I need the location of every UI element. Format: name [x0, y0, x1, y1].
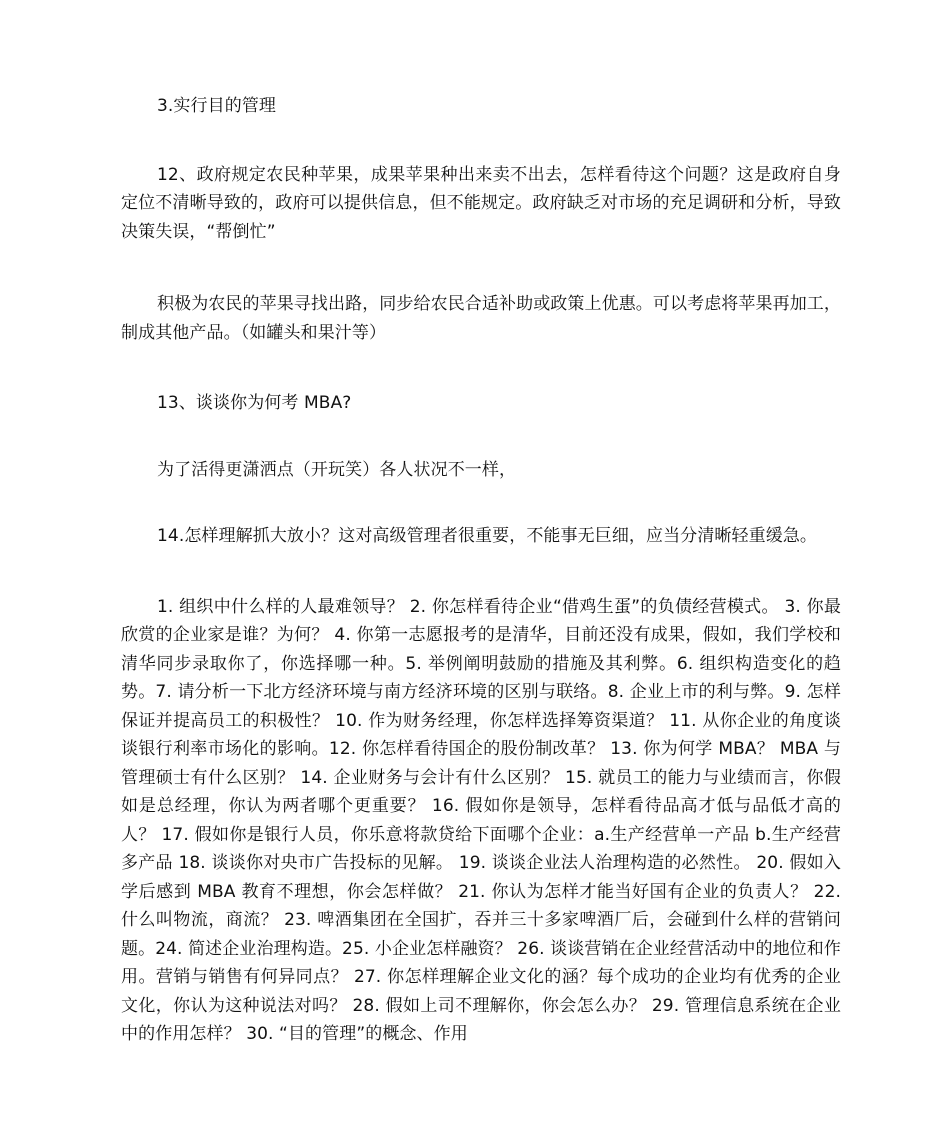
paragraph-answer-12: 积极为农民的苹果寻找出路，同步给农民合适补助或政策上优惠。可以考虑将苹果再加工，制成其他产品。（如罐头和果汁等）: [121, 294, 841, 343]
paragraph-question-12: 12、政府规定农民种苹果，成果苹果种出来卖不出去，怎样看待这个问题？这是政府自身定位不清晰导致的，政府可以提供信息，但不能规定。政府缺乏对市场的充足调研和分析，导致决策失误，“帮倒忙”: [121, 164, 841, 242]
document-page: [121, 92, 841, 1049]
paragraph-question-list: 1. 组织中什么样的人最难领导？ 2. 你怎样看待企业“借鸡生蛋”的负债经营模式。 3. 你最欣赏的企业家是谁？为何？ 4. 你第一志愿报考的是清华，目前还没有成果，假如，我们学校和清华同步录取你了，你选择哪一种。5. 举例阐明鼓励的措施及其利弊。6. 组织构造变化的趋势。7. 请分析一下北方经济环境与南方经济环境的区别与联络。8. 企业上市的利与弊。9. 怎样保证并提高员工的积极性？ 10. 作为财务经理，你怎样选择筹资渠道？ 11. 从你企业的角度谈谈银行利率市场化的影响。12. 你怎样看待国企的股份制改革？ 13. 你为何学 MBA？ MBA 与管理硕士有什么区别？ 14. 企业财务与会计有什么区别？ 15. 就员工的能力与业绩而言，你假如是总经理，你认为两者哪个更重要？ 16. 假如你是领导，怎样看待品高才低与品低才高的人？ 17. 假如你是银行人员，你乐意将款贷给下面哪个企业：a.生产经营单一产品 b.生产经营多产品 18. 谈谈你对央市广告投标的见解。 19. 谈谈企业法人治理构造的必然性。 20. 假如入学后感到 MBA 教育不理想，你会怎样做？ 21. 你认为怎样才能当好国有企业的负责人？ 22. 什么叫物流，商流？ 23. 啤酒集团在全国扩，吞并三十多家啤酒厂后，会碰到什么样的营销问题。24. 简述企业治理构造。25. 小企业怎样融资？ 26. 谈谈营销在企业经营活动中的地位和作用。营销与销售有何异同点？ 27. 你怎样理解企业文化的涵？每个成功的企业均有优秀的企业文化，你认为这种说法对吗？ 28. 假如上司不理解你，你会怎么办？ 29. 管理信息系统在企业中的作用怎样？ 30. “目的管理”的概念、作用: [121, 596, 841, 1044]
paragraph-question-14: 14.怎样理解抓大放小？这对高级管理者很重要，不能事无巨细，应当分清晰轻重缓急。: [157, 526, 818, 546]
paragraph-answer-13: 为了活得更潇洒点（开玩笑）各人状况不一样，: [157, 459, 517, 480]
paragraph-question-13: 13、谈谈你为何考 MBA?: [157, 393, 352, 413]
paragraph-heading-3: 3.实行目的管理: [157, 96, 277, 116]
